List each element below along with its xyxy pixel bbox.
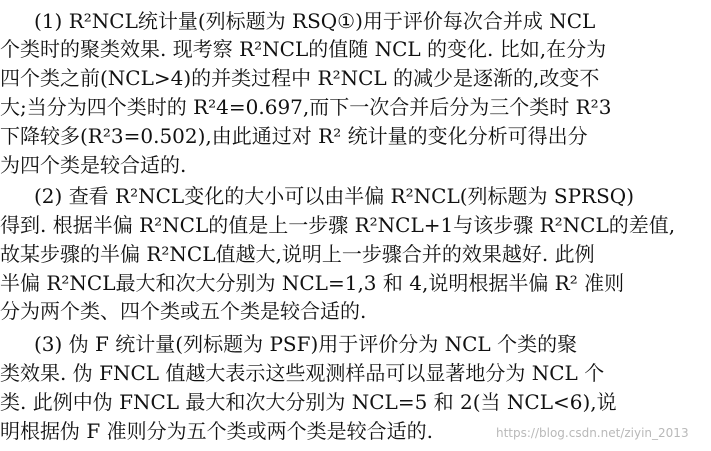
text-line: (3) 伪 F 统计量(列标题为 PSF)用于评价分为 NCL 个类的聚	[34, 333, 578, 355]
text-line: 个类时的聚类效果. 现考察 R²NCL的值随 NCL 的变化. 比如,在分为	[0, 38, 607, 60]
text-line: 故某步骤的半偏 R²NCL值越大,说明上一步骤合并的效果越好. 此例	[0, 243, 595, 265]
text-line: (1) R²NCL统计量(列标题为 RSQ①)用于评价每次合并成 NCL	[34, 10, 596, 32]
text-line: 类效果. 伪 FNCL 值越大表示这些观测样品可以显著地分为 NCL 个	[0, 362, 605, 384]
text-line: 分为两个类、四个类或五个类是较合适的.	[0, 300, 367, 322]
text-line: 半偏 R²NCL最大和次大分别为 NCL=1,3 和 4,说明根据半偏 R² 准则	[0, 272, 625, 294]
text-line: 下降较多(R²3=0.502),由此通过对 R² 统计量的变化分析可得出分	[0, 125, 588, 147]
text-line: 得到. 根据半偏 R²NCL的值是上一步骤 R²NCL+1与该步骤 R²NCL的差值,	[0, 214, 676, 236]
text-line: 明根据伪 F 准则分为五个类或两个类是较合适的.	[0, 420, 433, 442]
text-line: 大;当分为四个类时的 R²4=0.697,而下一次合并后分为三个类时 R²3	[0, 96, 612, 118]
watermark: https://blog.csdn.net/ziyin_2013	[496, 426, 689, 440]
text-line: 类. 此例中伪 FNCL 最大和次大分别为 NCL=5 和 2(当 NCL<6),说	[0, 391, 617, 413]
text-line: 为四个类是较合适的.	[0, 154, 187, 176]
text-line: 四个类之前(NCL>4)的并类过程中 R²NCL 的减少是逐渐的,改变不	[0, 67, 600, 89]
text-line: (2) 查看 R²NCL变化的大小可以由半偏 R²NCL(列标题为 SPRSQ)	[34, 185, 634, 207]
